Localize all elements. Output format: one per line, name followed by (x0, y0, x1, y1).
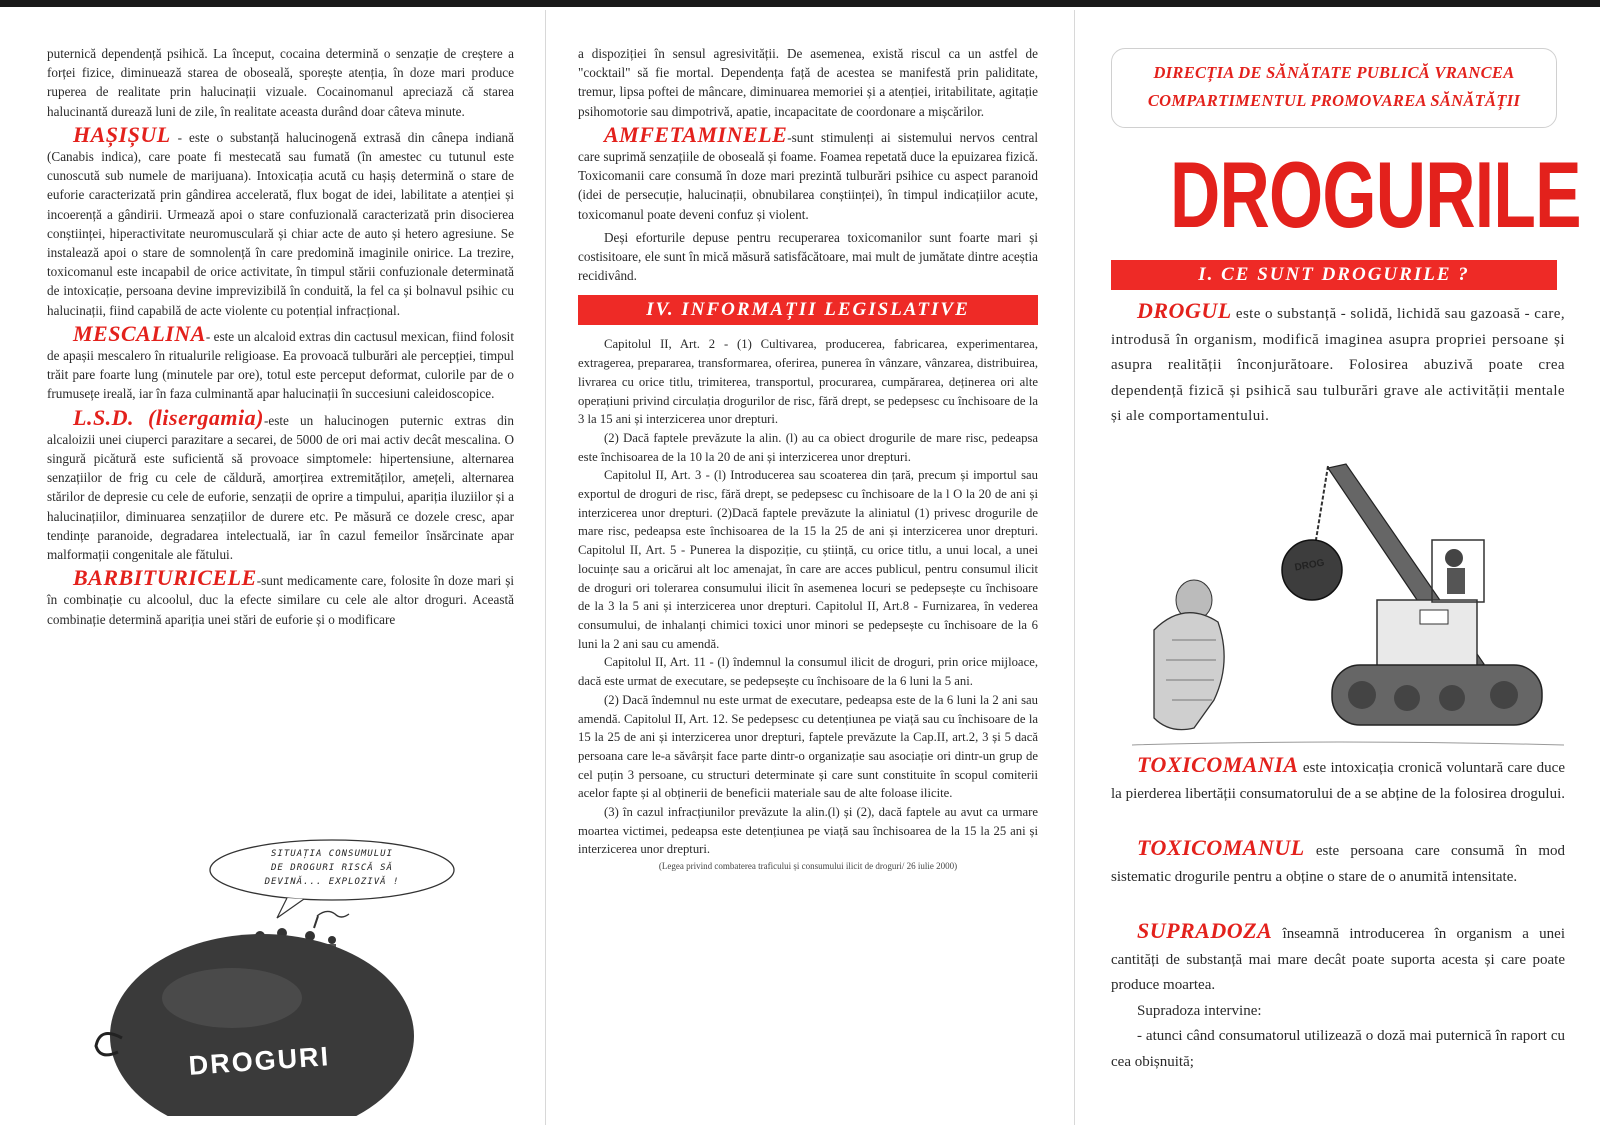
toxicomania-term: TOXICOMANIA (1137, 752, 1299, 777)
barbiturice-term: BARBITURICELE (73, 565, 257, 591)
lsd-paragraph (47, 404, 514, 565)
cover-title: DROGURILE (1170, 142, 1581, 247)
wrecking-chain (1315, 466, 1328, 546)
ground-line (1132, 742, 1564, 745)
fold-line-2 (1074, 10, 1075, 1125)
bomb-cartoon-illustration (82, 838, 482, 1116)
supradoza-term: SUPRADOZA (1137, 918, 1273, 943)
column-middle (578, 44, 1038, 871)
legal-paragraph: Capitolul II, Art. 11 - (l) îndemnul la consumul ilicit de droguri, prin orice mijloace, dacă este urmat de executare, se pedepsește cu închisoare de la 6 luni la 5 ani. (578, 655, 1038, 689)
law-source-note: (Legea privind combaterea traficului și consumului ilicit de droguri/ 26 iulie 2000) (658, 861, 958, 872)
supradoza-case: - atunci când consumatorul utilizează o doză mai puternică în raport cu cea obișnuită; (1111, 1028, 1565, 1070)
amfetamine-paragraph (578, 121, 1038, 224)
drogul-term: DROGUL (1137, 298, 1232, 323)
toxicomanul-text: este persoana care consumă în mod sistematic drogurile pentru a obține o stare de o anumită intensitate. (1111, 843, 1565, 885)
legal-paragraph: (2) Dacă îndemnul nu este urmat de executare, pedeapsa este de la 6 luni la 2 ani sau amendă. Capitolul II, Art. 12. Se pedepsesc cu detențiunea pe viață sau cu închisoare de la 15 la 25 de ani și interzicerea unor drepturi, faptele prevăzute la Cap.II, art.2, 3 și 5 dacă persoana care le-a săvârșit face parte dintr-o organizație sau asociație ori dintr-un grup de cel puțin 3 persoane, cu structuri determinate și care sunt constituite în scopul comiterii acelor fapte și al obținerii de beneficii materiale sau de alte foloase ilicite. (578, 692, 1038, 801)
bomb-spark (317, 911, 349, 917)
mescalina-text: - este un alcaloid extras din cactusul mexican, fiind folosit de apașii mescalero în ritualurile religioase. Ea provoacă tulburări ale percepției, timpul trăit pare foarte lung (minutele par ore), totul este perceput deformat, culorile par de o frumusețe ireală, iar în faza culminantă apar halucinații în succesiuni caleidoscopice. (47, 328, 514, 402)
barbiturice-paragraph (47, 565, 514, 629)
bomb-fuse (314, 916, 318, 928)
wrecking-ball-cartoon-illustration (1132, 460, 1564, 755)
legal-paragraph: (2) Dacă faptele prevăzute la alin. (l) au ca obiect drogurile de mare risc, pedeapsa este închisoarea de la 10 la 20 de ani și interzicerea unor drepturi. (578, 430, 1038, 464)
supradoza-paragraph (1111, 918, 1565, 999)
lsd-term: L.S.D. (lisergamia) (73, 404, 264, 430)
toxicomanul-paragraph (1111, 835, 1565, 890)
drogul-paragraph (1111, 298, 1565, 430)
organization-name: DIRECȚIA DE SĂNĂTATE PUBLICĂ VRANCEA (1153, 63, 1515, 82)
mescalina-paragraph (47, 320, 514, 404)
supradoza-text: înseamnă introducerea în organism a unei cantități de substanță mai mare decât poate suporta acesta și care poate produce moartea. (1111, 926, 1565, 993)
cocaine-continuation: puternică dependență psihică. La început, cocaina determină o senzație de creștere a forței fizice, diminuează starea de oboseală, sporește atenția, în doze mari produce ruperea de realitate prin halucinații vizuale. Cocainomanul apreciază că starea halucinantă durează luni de zile, în realitate aceasta durând doar câteva minute. (47, 46, 514, 119)
bubble-line-1: SITUAȚIA CONSUMULUI (271, 849, 393, 859)
hasis-term: HAȘIȘUL (73, 121, 171, 147)
column-right-cover (1111, 48, 1581, 430)
top-edge-bar (0, 0, 1600, 7)
column-right-definitions (1111, 752, 1565, 1075)
barbiturice-text: -sunt medicamente care, folosite în doze mari și în combinație cu alcoolul, duc la efecte similare cu cele ale altor droguri. Această combinație determină apariția unei stări de euforie și o modificare (47, 573, 514, 627)
lsd-text: -este un halucinogen puternic extras din alcaloizii unei ciuperci parazitare a secarei, de 5000 de ori mai activ decât mescalina. O singură picătură este suficientă să provoace simptomele: hipertensiune, alternarea senzațiilor de frig cu cele de căldură, amorțirea extremităților, amețeli, alternarea stărilor de depresie cu cele de euforie, senzații de oprire a timpului, apariția iluziilor și a halucinațiilor, diminuarea senzațiilor de durere etc. Pe măsură ce dozele cresc, apar tendințe paranoide, degradarea intelectuală, iar în cazul femeilor însărcinate apar malformații congenitale ale fătului. (47, 412, 514, 563)
cocktail-paragraph: a dispoziției în sensul agresivității. De asemenea, există riscul ca un astfel de "cocktail" să fie mortal. Dependența față de acestea se manifestă prin paliditate, tremur, lipsa poftei de mâncare, diminuarea memoriei și a atenției, iritabilitate, agitație psihomotorie sau dimpotrivă, apatie, incapacitate de coordonare a mișcărilor. (578, 46, 1038, 119)
wrecking-ball-label: DROG (1293, 557, 1326, 574)
supradoza-intervine: Supradoza intervine: (1137, 1002, 1262, 1019)
hasis-paragraph (47, 121, 514, 320)
legal-info-banner: IV. INFORMAȚII LEGISLATIVE (578, 295, 1038, 325)
legal-paragraph: (3) în cazul infracțiunilor prevăzute la alin.(l) și (2), dacă faptele au avut ca urmare moartea victimei, pedeapsa este detențiunea pe viață sau închisoarea de la 15 la 25 ani și interzicerea unor drepturi. (578, 805, 1038, 857)
bulldozer-icon (1332, 540, 1542, 725)
toxicomania-text: este intoxicația cronică voluntară care duce la pierderea libertății consumatorului de a se abține de la folosirea drogului. (1111, 760, 1565, 802)
fold-line-1 (545, 10, 546, 1125)
legal-paragraph: Capitolul II, Art. 3 - (l) Introducerea sau scoaterea din țară, precum și importul sau exportul de droguri de risc, fără drept, se pedepsesc cu închisoare de la l O la 20 de ani și interzicerea unor drepturi. (2)Dacă faptele prevăzute la aliniatul (1) privesc drogurile de mare risc, pedeapsa este închisoarea de la 15 la 25 de ani și interzicerea unor drepturi. Capitolul II, Art. 5 - Punerea la dispoziție, cu știință, cu orice titlu, a unui local, a unei locuințe sau a oricărui alt loc amenajat, în care are acces publicul, pentru consumul ilicit de droguri ori tolerarea consumului ilicit în asemenea locuri se pedepsește cu închisoare de la 3 la 5 ani și interzicerea unor drepturi. Capitolul II, Art.8 - Furnizarea, în vederea consumului, de inhalanți chimici toxici unor minori se pedepsește cu închisoare de la 6 luni la 2 ani sau cu amendă. (578, 468, 1038, 651)
section-banner-what-are-drugs: I. CE SUNT DROGURILE ? (1111, 260, 1557, 290)
hasis-text: - este o substanță halucinogenă extrasă din cânepa indiană (Canabis indica), care poate fi mestecată sau fumată (în amestec cu tutunul este cunoscută sub numele de marijuana). Intoxicația acută cu hașiș determină o stare de euforie caracterizată prin gândirea accelerată, flux bogat de idei, labilitate a atenției și incoerență a gândirii. Urmează apoi o stare confuzională caracterizată prin disocierea conștiinței, hiperactivitate neuromusculară și chiar acte de auto și hetero agresiune. Se instalează apoi o stare de somnolență în care predomină imaginile onirice. La trezire, toxicomanul este incapabil de orice activitate, în timpul stării confuzionale determinată de intoxicație, persoana devine imprevizibilă în conduită, la fel ca și bolnavul psihic cu halucinații, fiind capabilă de acte violente cu potențial infracțional. (47, 129, 514, 318)
amfetamine-term: AMFETAMINELE (604, 121, 788, 147)
sitting-person-icon (1154, 580, 1224, 730)
toxicomanul-term: TOXICOMANUL (1137, 835, 1305, 860)
legal-paragraph: Capitolul II, Art. 2 - (1) Cultivarea, producerea, fabricarea, experimentarea, extragerea, prepararea, transformarea, oferirea, punerea în vânzare, vânzarea, distribuirea, livrarea cu orice titlu, trimiterea, transportul, procurarea, cumpărarea, deținerea ori alte operațiuni privind circulația drogurilor de risc, fără drept, se pedepsesc cu închisoare de la 3 la 15 ani și interzicerea unor drepturi. (578, 337, 1038, 427)
bubble-line-3: DEVINĂ... EXPLOZIVĂ ! (264, 877, 400, 887)
toxicomania-paragraph (1111, 752, 1565, 807)
department-name: COMPARTIMENTUL PROMOVAREA SĂNĂTĂȚII (1147, 91, 1521, 110)
bomb-label: DROGURI (187, 1041, 331, 1081)
mescalina-term: MESCALINA (73, 320, 206, 346)
bubble-line-2: DE DROGURI RISCĂ SĂ (271, 863, 393, 873)
amfetamine-text: -sunt stimulenți ai sistemului nervos central care suprimă senzațiile de oboseală și foame. Foamea repetată duce la epuizarea fizică. Toxicomanii care consumă în doze mari prezintă tulburări psihice cu aspect paranoid (idei de persecuție, halucinații, obnubilarea conștiinței), în timpul indicațiilor acute, toxicomanul poate deveni confuz și violent. (578, 129, 1038, 222)
column-left (47, 44, 514, 633)
organization-box (1111, 48, 1557, 128)
recovery-paragraph: Deși eforturile depuse pentru recuperarea toxicomanilor sunt foarte mari și costisitoare, ele sunt în mică măsură satisfăcătoare, mai mult de jumătate dintre aceștia recidivând. (578, 229, 1038, 284)
drogul-text: este o substanță - solidă, lichidă sau gazoasă - care, introdusă în organism, modifică imaginea asupra propriei persoane și asupra realității înconjurătoare. Folosirea abuzivă poate crea dependență fizică și psihică sau tulburări grave ale activității mentale și ale comportamentului. (1111, 306, 1565, 424)
legal-text-block (578, 335, 1038, 859)
speech-bubble-tail (277, 898, 304, 918)
